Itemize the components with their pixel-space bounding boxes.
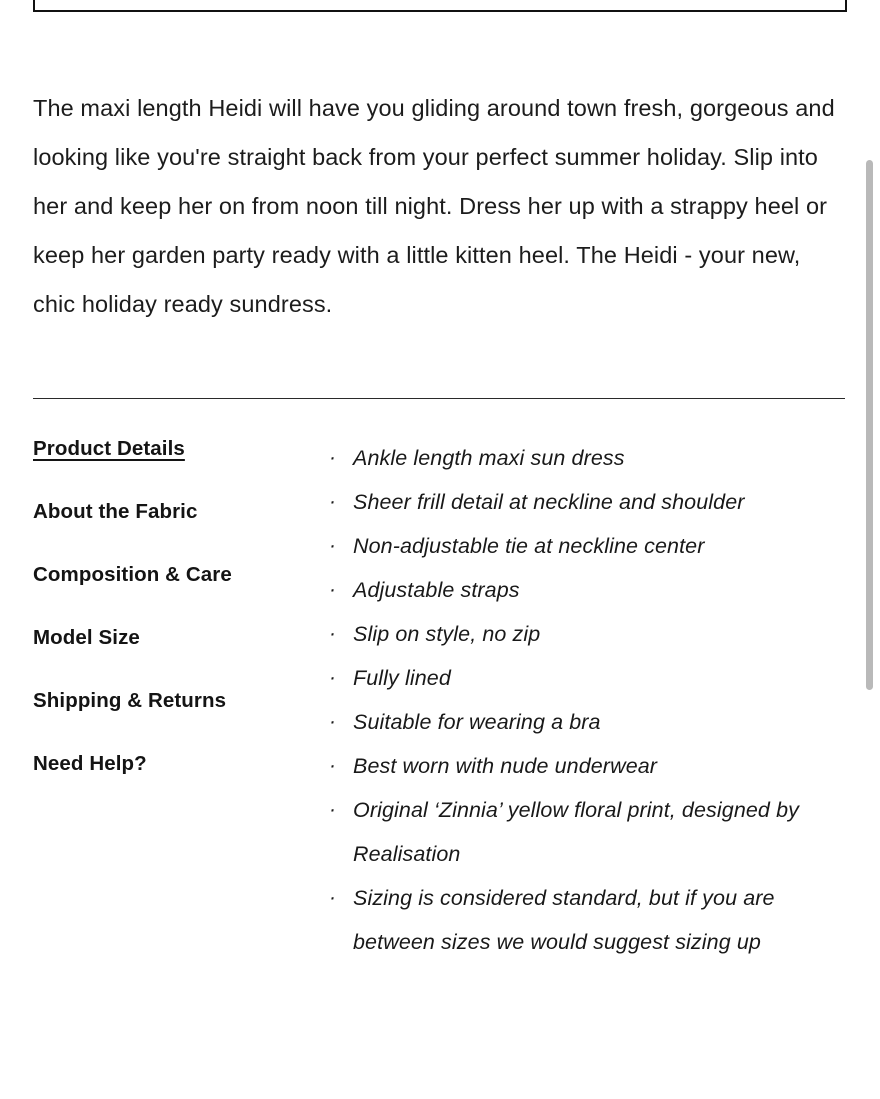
bullet-icon: · — [329, 622, 337, 645]
list-item — [325, 436, 855, 480]
list-item — [325, 656, 855, 700]
list-item-text: Sizing is considered standard, but if you are between sizes we would suggest sizing up — [353, 886, 775, 954]
list-item-text: Original ‘Zinnia’ yellow floral print, designed by Realisation — [353, 798, 799, 866]
list-item-text: Adjustable straps — [353, 578, 520, 602]
top-bordered-box — [33, 0, 847, 12]
product-info-accordion — [33, 436, 301, 814]
accordion-row — [33, 751, 301, 814]
list-item — [325, 524, 855, 568]
list-item-text: Ankle length maxi sun dress — [353, 446, 625, 470]
accordion-item-about-the-fabric[interactable]: About the Fabric — [33, 500, 198, 523]
accordion-item-product-details[interactable]: Product Details — [33, 437, 185, 460]
accordion-item-composition-and-care[interactable]: Composition & Care — [33, 563, 232, 586]
list-item — [325, 480, 855, 524]
section-divider — [33, 398, 845, 399]
bullet-icon: · — [329, 534, 337, 557]
list-item-text: Suitable for wearing a bra — [353, 710, 601, 734]
product-details-list — [325, 436, 855, 964]
list-item — [325, 612, 855, 656]
accordion-row — [33, 499, 301, 562]
accordion-item-model-size[interactable]: Model Size — [33, 626, 140, 649]
page-scrollbar-thumb[interactable] — [866, 160, 873, 690]
bullet-icon: · — [329, 754, 337, 777]
accordion-row — [33, 625, 301, 688]
bullet-icon: · — [329, 886, 337, 909]
product-description-text: The maxi length Heidi will have you gliding around town fresh, gorgeous and looking like you're straight back from your perfect summer holiday. Slip into her and keep her on from noon till night. Dress her up with a strappy heel or keep her garden party ready with a little kitten heel. The Heidi - your new, chic holiday ready sundress. — [33, 94, 835, 317]
list-item-text: Non-adjustable tie at neckline center — [353, 534, 705, 558]
bullet-icon: · — [329, 490, 337, 513]
list-item — [325, 788, 855, 876]
list-item — [325, 744, 855, 788]
bullet-icon: · — [329, 710, 337, 733]
accordion-item-need-help[interactable]: Need Help? — [33, 752, 147, 775]
bullet-icon: · — [329, 798, 337, 821]
accordion-row — [33, 436, 301, 499]
list-item-text: Slip on style, no zip — [353, 622, 541, 646]
accordion-row — [33, 562, 301, 625]
bullet-icon: · — [329, 578, 337, 601]
accordion-item-shipping-and-returns[interactable]: Shipping & Returns — [33, 689, 227, 712]
list-item — [325, 700, 855, 744]
bullet-icon: · — [329, 666, 337, 689]
list-item — [325, 568, 855, 612]
bullet-icon: · — [329, 446, 337, 469]
list-item-text: Best worn with nude underwear — [353, 754, 658, 778]
list-item-text: Sheer frill detail at neckline and shoulder — [353, 490, 745, 514]
list-item-text: Fully lined — [353, 666, 451, 690]
list-item — [325, 876, 855, 964]
accordion-row — [33, 688, 301, 751]
